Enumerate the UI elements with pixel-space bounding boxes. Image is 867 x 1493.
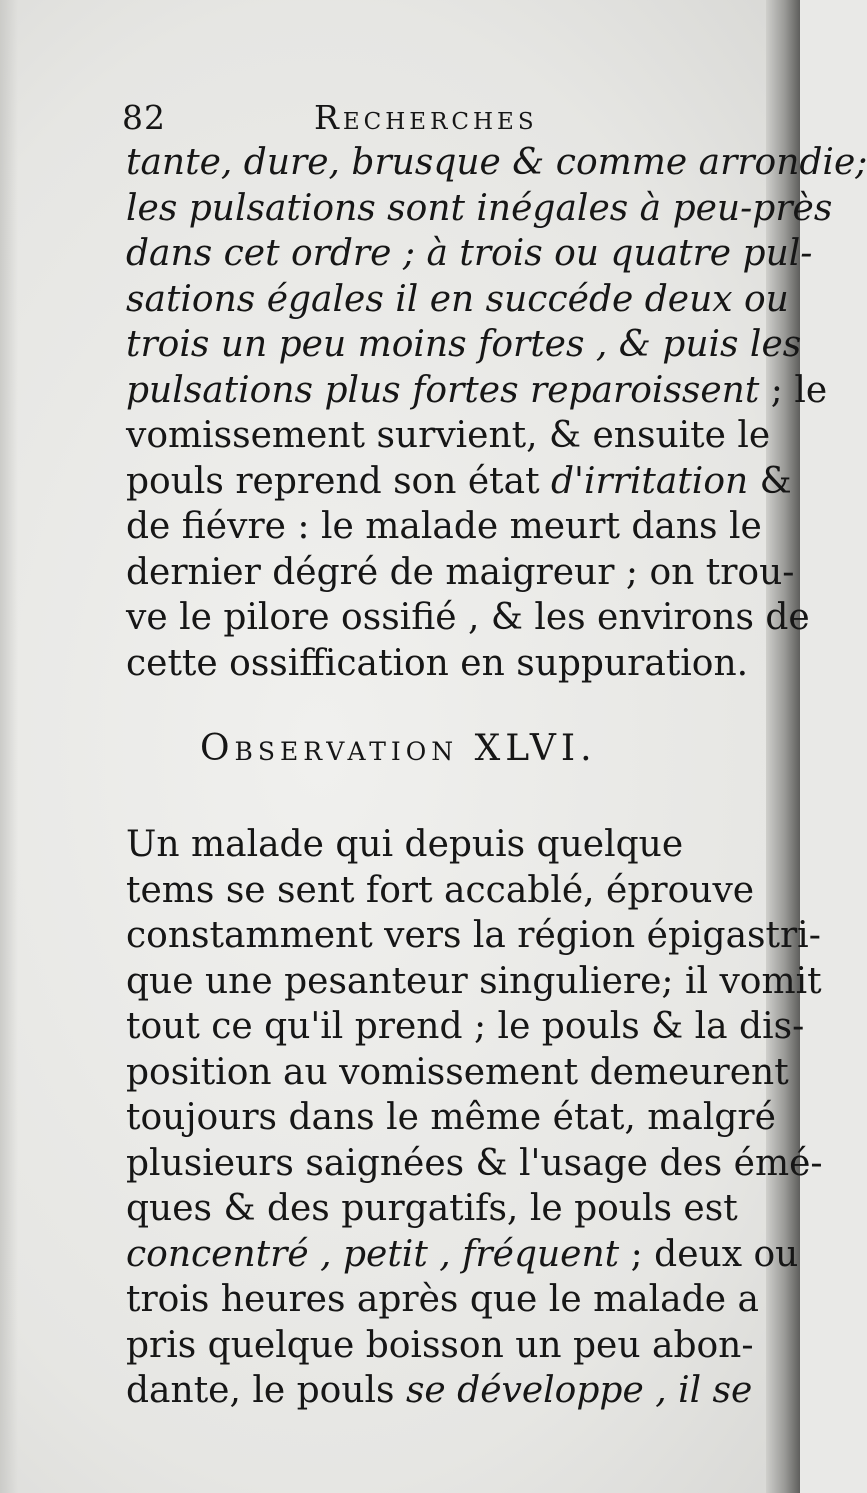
text-segment: pris quelque boisson un peu abon- (126, 1324, 754, 1366)
text-segment: tout ce qu'il prend ; le pouls & la dis- (126, 1006, 805, 1047)
text-line (126, 368, 828, 414)
text-segment: de fiévre : le malade meurt dans le (126, 506, 762, 547)
text-segment: ques & des purgatifs, le pouls est (126, 1188, 738, 1229)
text-segment: plusieurs saignées & l'usage des émé- (126, 1142, 823, 1184)
text-line (126, 822, 746, 868)
text-line (126, 1004, 805, 1050)
text-segment: trois heures après que le malade a (126, 1279, 759, 1320)
text-segment: tante, dure, brusque & comme arrondie; (126, 142, 867, 183)
text-line (126, 277, 789, 323)
text-segment: tems se sent fort accablé, éprouve (126, 869, 755, 911)
text-segment: pulsations plus fortes reparoissent (126, 369, 760, 411)
text-line (126, 1095, 776, 1141)
text-segment: dernier dégré de maigreur ; on trou- (126, 551, 795, 593)
text-line (126, 641, 749, 687)
text-line (126, 459, 792, 505)
text-line (126, 595, 810, 641)
text-segment: constamment vers la région épigastri- (126, 915, 821, 956)
text-line (126, 322, 802, 368)
text-line (126, 413, 771, 459)
text-segment: pouls reprend son état (126, 460, 552, 502)
text-segment: Un malade qui depuis quelque (126, 824, 684, 865)
text-segment: concentré , petit , fréquent (126, 1233, 620, 1275)
text-segment: & (748, 460, 792, 502)
page-header (122, 98, 622, 142)
text-line (126, 231, 813, 277)
text-segment: que une pesanteur singuliere; il vomit (126, 960, 822, 1002)
text-line (126, 913, 821, 959)
page-number: 82 (122, 98, 166, 137)
page-gutter-shadow (0, 0, 18, 1493)
text-line (126, 140, 867, 186)
text-segment: ; le (759, 369, 828, 411)
text-segment: les pulsations sont inégales à peu-près (126, 187, 833, 229)
text-segment: position au vomissement demeurent (126, 1051, 789, 1093)
text-segment: ; deux ou (619, 1233, 799, 1275)
section-heading: Observation XLVI. (200, 728, 597, 769)
text-segment: cette ossiffication en suppuration. (126, 642, 749, 684)
text-line (126, 504, 762, 550)
text-segment: dante, le pouls (126, 1370, 406, 1411)
text-segment: se développe , il se (405, 1370, 753, 1411)
text-segment: d'irritation (551, 460, 749, 502)
text-segment: ve le pilore ossifié , & les environs de (126, 597, 810, 638)
text-line (126, 1277, 759, 1323)
text-line (126, 1186, 746, 1232)
text-line (126, 959, 822, 1005)
text-line (126, 1323, 754, 1369)
text-line (126, 1141, 823, 1187)
text-segment: dans cet ordre ; à trois ou quatre pul- (126, 233, 813, 274)
text-segment: trois un peu moins fortes , & puis les (126, 324, 802, 365)
text-segment: vomissement survient, & ensuite le (126, 415, 771, 456)
text-line (126, 1232, 799, 1278)
text-line (126, 1050, 789, 1096)
running-head: Recherches (314, 98, 538, 137)
text-line (126, 550, 795, 596)
text-line (126, 1368, 753, 1414)
text-line (126, 868, 755, 914)
text-segment: sations égales il en succéde deux ou (126, 278, 789, 320)
text-segment: toujours dans le même état, malgré (126, 1097, 776, 1138)
text-line (126, 186, 833, 232)
